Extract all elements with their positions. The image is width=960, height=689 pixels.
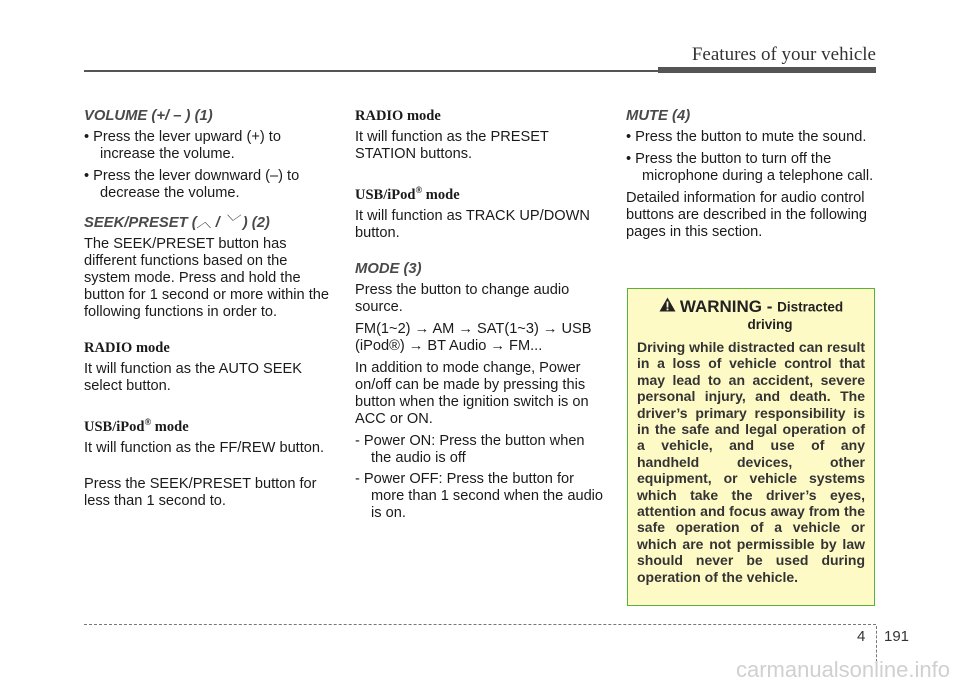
power-off-item: - Power OFF: Press the button for more than 1 second when the audio is on. [355, 470, 604, 521]
volume-item-up: • Press the lever upward (+) to increase the volume. [84, 129, 281, 162]
chevron-up-icon: ︿ [196, 215, 212, 231]
mute-item-sound: • Press the button to mute the sound. [626, 129, 867, 145]
mode-sequence-line-2: (iPod®) → BT Audio → FM... [355, 337, 543, 354]
seek-description: The SEEK/PRESET button has different functions based on the system mode. Press and hold the button for 1 second or more within the following functions in order to. [84, 236, 329, 320]
column-2 [355, 108, 605, 526]
seek-heading-prefix: SEEK/PRESET ( [84, 215, 197, 231]
header-rule [84, 70, 664, 72]
warning-heading [628, 297, 874, 317]
radio-mode-heading-2: RADIO mode [355, 108, 441, 124]
page-header-title: Features of your vehicle [691, 44, 876, 65]
usb-mode-text-2: It will function as TRACK UP/DOWN button. [355, 207, 590, 241]
usb-mode-heading [84, 414, 334, 436]
usb-heading-suffix-2: mode [422, 186, 460, 203]
short-press-text: Press the SEEK/PRESET button for less than 1 second to. [84, 475, 317, 509]
warning-subject-1: Distracted [777, 299, 844, 315]
page-number: 191 [884, 628, 910, 645]
registered-mark: ® [144, 417, 152, 427]
chevron-down-icon: ﹀ [223, 215, 239, 231]
usb-mode-text: It will function as the FF/REW button. [84, 439, 325, 456]
detail-text: Detailed information for audio control buttons are described in the following pages in this section. [626, 190, 867, 240]
warning-body: Driving while distracted can result in a loss of vehicle control that may lead to an accident, severe personal injury, and death. The driver’s primary responsibility is in the safe and legal operation of a vehicle, and use of any handheld devices, other equipment, or vehicle systems which take the driver’s eyes, attention and focus away from the safe operation of a vehicle or which are not permissible by law should never be used during operation of the vehicle. [637, 339, 865, 585]
seek-heading [84, 215, 334, 232]
usb-mode-heading-2 [355, 182, 605, 204]
warning-subject-2: driving [747, 317, 793, 332]
radio-mode-text-2: It will function as the PRESET STATION buttons. [355, 129, 549, 162]
mode-text: Press the button to change audio source. [355, 281, 570, 315]
header-rule-accent [658, 67, 876, 73]
volume-item-down: • Press the lever downward (–) to decrease the volume. [84, 168, 300, 201]
seek-heading-suffix: ) (2) [238, 215, 270, 231]
usb-heading-label-2: USB/iPod [355, 186, 416, 203]
mode-note: In addition to mode change, Power on/off can be made by pressing this button when the ignition switch is on ACC or ON. [355, 359, 589, 427]
radio-mode-heading: RADIO mode [84, 340, 170, 356]
chapter-number: 4 [857, 628, 866, 645]
registered-mark-2: ® [415, 185, 423, 195]
mute-item-mic: • Press the button to turn off the microphone during a telephone call. [626, 151, 874, 184]
warning-triangle-icon [659, 297, 676, 317]
usb-heading-suffix: mode [151, 418, 189, 435]
mute-heading: MUTE (4) [626, 108, 691, 124]
footer-rule [84, 624, 876, 625]
watermark: carmanualsonline.info [735, 657, 950, 682]
radio-mode-text: It will function as the AUTO SEEK select button. [84, 361, 302, 394]
seek-heading-sep: / [211, 215, 224, 231]
warning-word: WARNING - [679, 297, 778, 316]
warning-box [627, 288, 875, 606]
column-3 [626, 108, 876, 246]
usb-heading-label: USB/iPod [84, 418, 145, 435]
power-on-item: - Power ON: Press the button when the audio is off [355, 432, 585, 466]
mode-heading: MODE (3) [355, 260, 422, 277]
mode-sequence-line-1: FM(1~2) → AM → SAT(1~3) → USB [355, 320, 592, 337]
volume-heading: VOLUME (+/ – ) (1) [84, 108, 213, 124]
column-1 [84, 108, 334, 515]
